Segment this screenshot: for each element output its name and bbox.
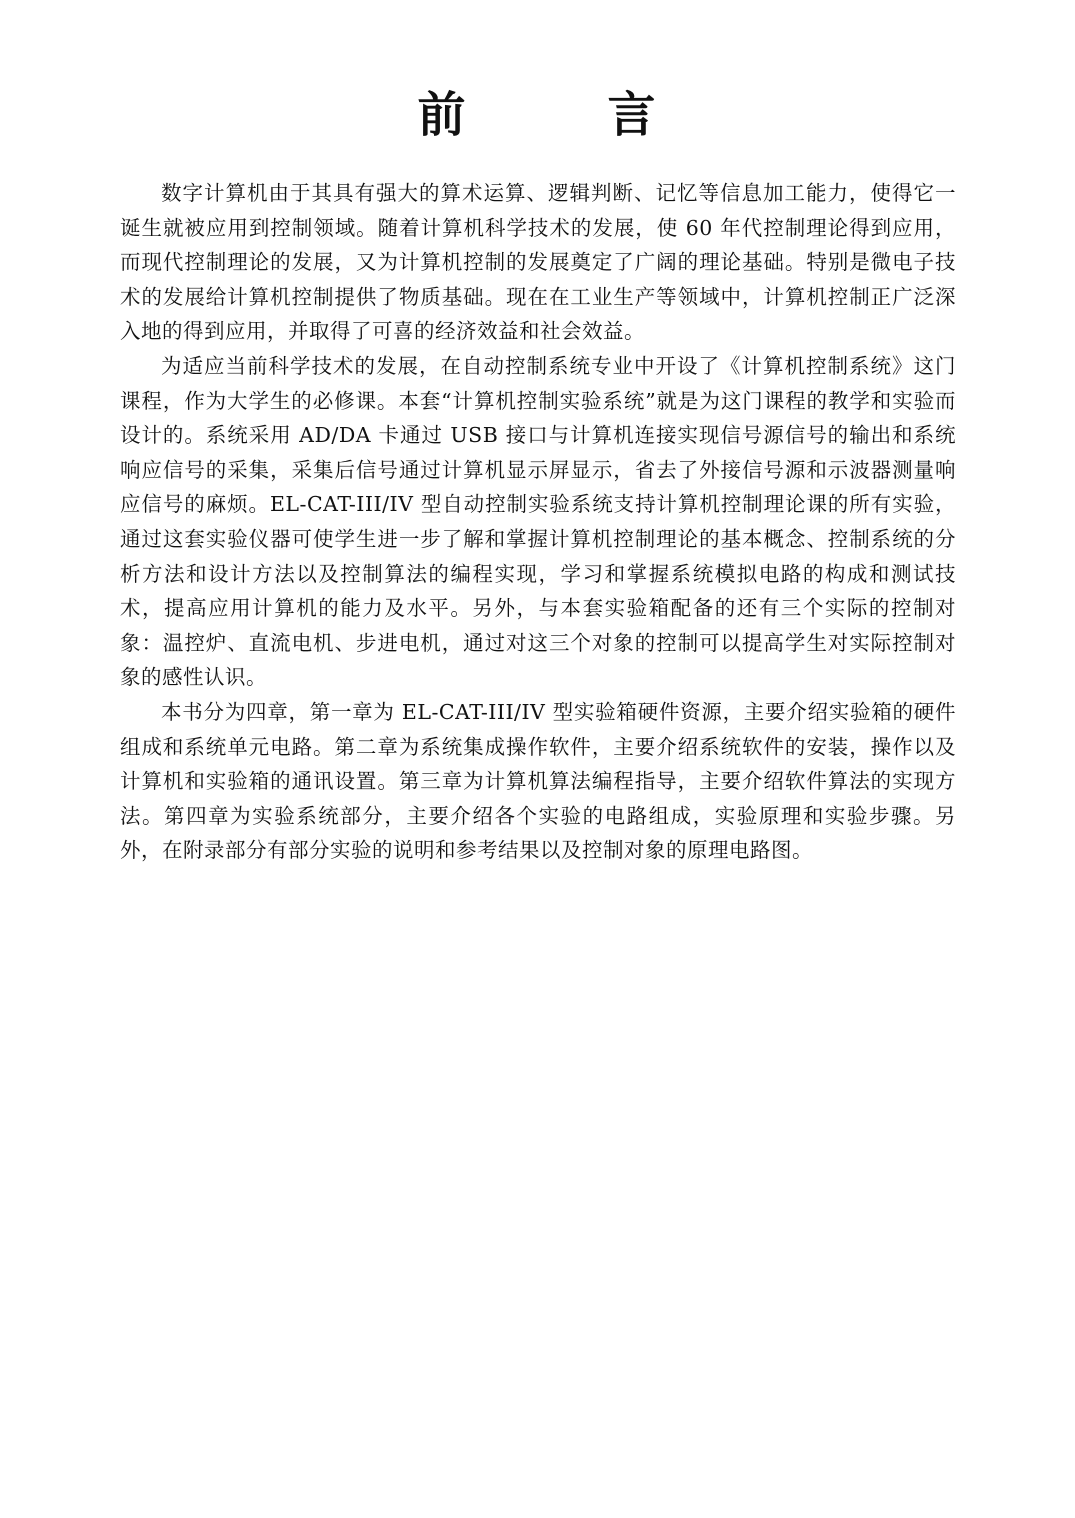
- title-char-2: 言: [607, 87, 658, 143]
- page-title: [0, 82, 1075, 148]
- paragraph-3: 本书分为四章，第一章为 EL-CAT-III/IV 型实验箱硬件资源，主要介绍实验箱的硬件组成和系统单元电路。第二章为系统集成操作软件，主要介绍系统软件的安装，操作以及计算机和实验箱的通讯设置。第三章为计算机算法编程指导，主要介绍软件算法的实现方法。第四章为实验系统部分，主要介绍各个实验的电路组成，实验原理和实验步骤。另外，在附录部分有部分实验的说明和参考结果以及控制对象的原理电路图。: [120, 699, 956, 863]
- paragraph-2: 为适应当前科学技术的发展，在自动控制系统专业中开设了《计算机控制系统》这门课程，作为大学生的必修课。本套“计算机控制实验系统”就是为这门课程的教学和实验而设计的。系统采用 AD/DA 卡通过 USB 接口与计算机连接实现信号源信号的输出和系统响应信号的采集，采集后信号通过计算机显示屏显示，省去了外接信号源和示波器测量响应信号的麻烦。EL-CAT-III/IV 型自动控制实验系统支持计算机控制理论课的所有实验，通过这套实验仪器可使学生进一步了解和掌握计算机控制理论的基本概念、控制系统的分析方法和设计方法以及控制算法的编程实现，学习和掌握系统模拟电路的构成和测试技术，提高应用计算机的能力及水平。另外，与本套实验箱配备的还有三个实际的控制对象：温控炉、直流电机、步进电机，通过对这三个对象的控制可以提高学生对实际控制对象的感性认识。: [120, 353, 956, 690]
- title-char-1: 前: [417, 87, 468, 143]
- paragraph-1: 数字计算机由于其具有强大的算术运算、逻辑判断、记忆等信息加工能力，使得它一诞生就被应用到控制领域。随着计算机科学技术的发展，使 60 年代控制理论得到应用，而现代控制理论的发展，又为计算机控制的发展奠定了广阔的理论基础。特别是微电子技术的发展给计算机控制提供了物质基础。现在在工业生产等领域中，计算机控制正广泛深入地的得到应用，并取得了可喜的经济效益和社会效益。: [120, 181, 956, 344]
- preface-body: [120, 176, 956, 868]
